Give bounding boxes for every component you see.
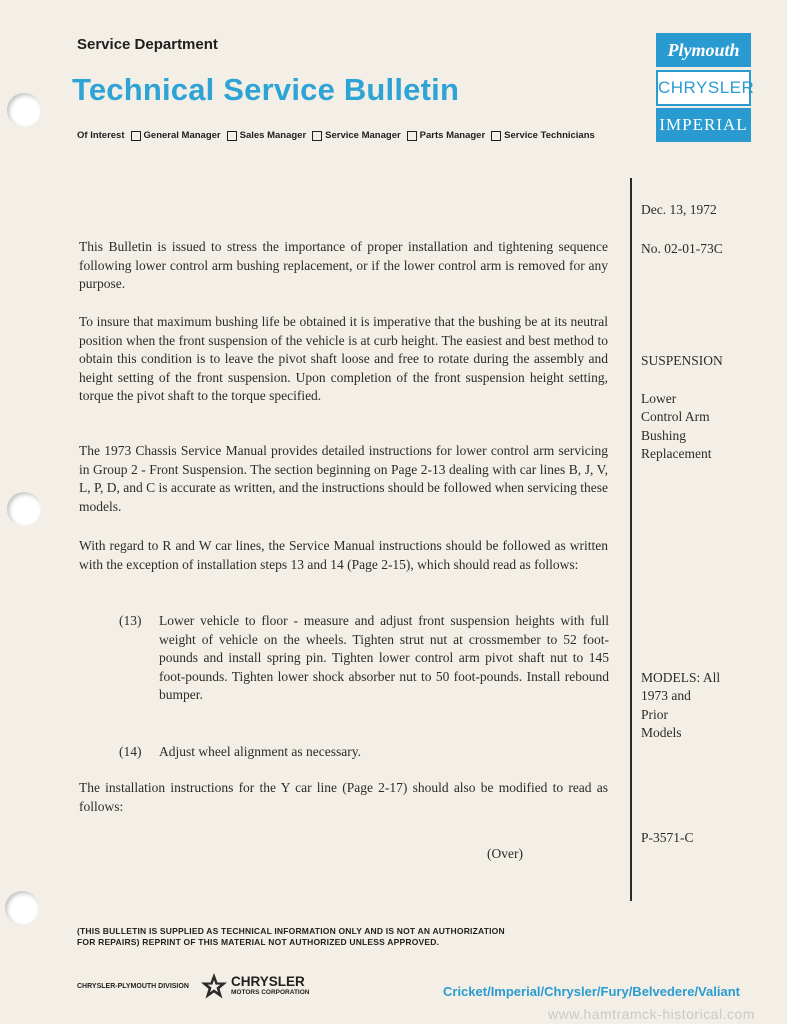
punch-hole — [7, 93, 41, 127]
brand-list: Cricket/Imperial/Chrysler/Fury/Belvedere/Valiant — [443, 984, 740, 999]
interest-label: Of Interest — [77, 130, 125, 141]
document-number: P-3571-C — [641, 830, 694, 845]
punch-hole — [5, 891, 39, 925]
step-text: Adjust wheel alignment as necessary. — [159, 744, 361, 759]
step-number: (13) — [119, 613, 142, 628]
disclaimer: (THIS BULLETIN IS SUPPLIED AS TECHNICAL INFORMATION ONLY AND IS NOT AN AUTHORIZATION FOR REPAIRS) REPRINT OF THIS MATERIAL NOT AUTHORIZED UNLESS APPROVED. — [77, 926, 505, 947]
bulletin-subject: Lower Control Arm Bushing Replacement — [641, 391, 712, 461]
checkbox-icon — [491, 131, 501, 141]
interest-option-parts-manager: Parts Manager — [407, 130, 485, 141]
bulletin-category: SUSPENSION — [641, 353, 723, 368]
imperial-logo: IMPERIAL — [656, 108, 751, 142]
instruction-step — [119, 743, 609, 762]
pentastar-icon — [200, 972, 228, 1000]
watermark: www.hamtramck-historical.com — [548, 1006, 755, 1022]
plymouth-logo: Plymouth — [656, 33, 751, 67]
division-name: CHRYSLER-PLYMOUTH DIVISION — [77, 983, 189, 990]
punch-hole — [7, 492, 41, 526]
checkbox-icon — [227, 131, 237, 141]
bulletin-number: No. 02-01-73C — [641, 241, 723, 256]
interest-option-service-technicians: Service Technicians — [491, 130, 595, 141]
body-paragraph: With regard to R and W car lines, the Service Manual instructions should be followed as written with the exception of installation steps 13 and 14 (Page 2-15), which should read as follows: — [79, 538, 608, 572]
body-paragraph: To insure that maximum bushing life be obtained it is imperative that the bushing be at its neutral position when the front suspension of the vehicle is at curb height. The easiest and best method to obtain this condition is to leave the pivot shaft loose and free to rotate during the assembly and height setting of the front suspension. Upon completion of the front suspension height setting, torque the pivot shaft to the torque specified. — [79, 314, 608, 403]
checkbox-icon — [312, 131, 322, 141]
continued-marker: (Over) — [487, 846, 523, 861]
instruction-step — [119, 612, 609, 705]
chrysler-corporation-logo: CHRYSLER — [231, 974, 305, 989]
page-title: Technical Service Bulletin — [72, 72, 460, 107]
interest-option-sales-manager: Sales Manager — [227, 130, 307, 141]
interest-row — [77, 130, 595, 141]
interest-option-service-manager: Service Manager — [312, 130, 401, 141]
corporation-subtitle: MOTORS CORPORATION — [231, 989, 310, 996]
step-number: (14) — [119, 744, 142, 759]
models-applicability: MODELS: All 1973 and Prior Models — [641, 670, 721, 740]
chrysler-logo: CHRYSLER — [656, 70, 751, 106]
step-text: Lower vehicle to floor - measure and adjust front suspension heights with full weight of vehicle on the wheels. Tighten strut nut at crossmember to 52 foot-pounds and install spring pin. Tighten lower control arm pivot shaft nut to 145 foot-pounds. Tighten lower shock absorber nut to 50 foot-pounds. Install rebound bumper. — [159, 613, 609, 702]
checkbox-icon — [407, 131, 417, 141]
interest-option-general-manager: General Manager — [131, 130, 221, 141]
body-paragraph: This Bulletin is issued to stress the importance of proper installation and tightening sequence following lower control arm bushing replacement, or if the lower control arm is removed for any purpose. — [79, 239, 608, 291]
body-paragraph: The 1973 Chassis Service Manual provides detailed instructions for lower control arm servicing in Group 2 - Front Suspension. The section beginning on Page 2-13 dealing with car lines B, J, V, L, P, D, and C is accurate as written, and the instructions should be followed when servicing these models. — [79, 443, 609, 514]
department-label: Service Department — [77, 36, 218, 53]
bulletin-date: Dec. 13, 1972 — [641, 202, 717, 217]
checkbox-icon — [131, 131, 141, 141]
vertical-divider — [630, 178, 632, 901]
body-paragraph: The installation instructions for the Y car line (Page 2-17) should also be modified to read as follows: — [79, 780, 608, 814]
